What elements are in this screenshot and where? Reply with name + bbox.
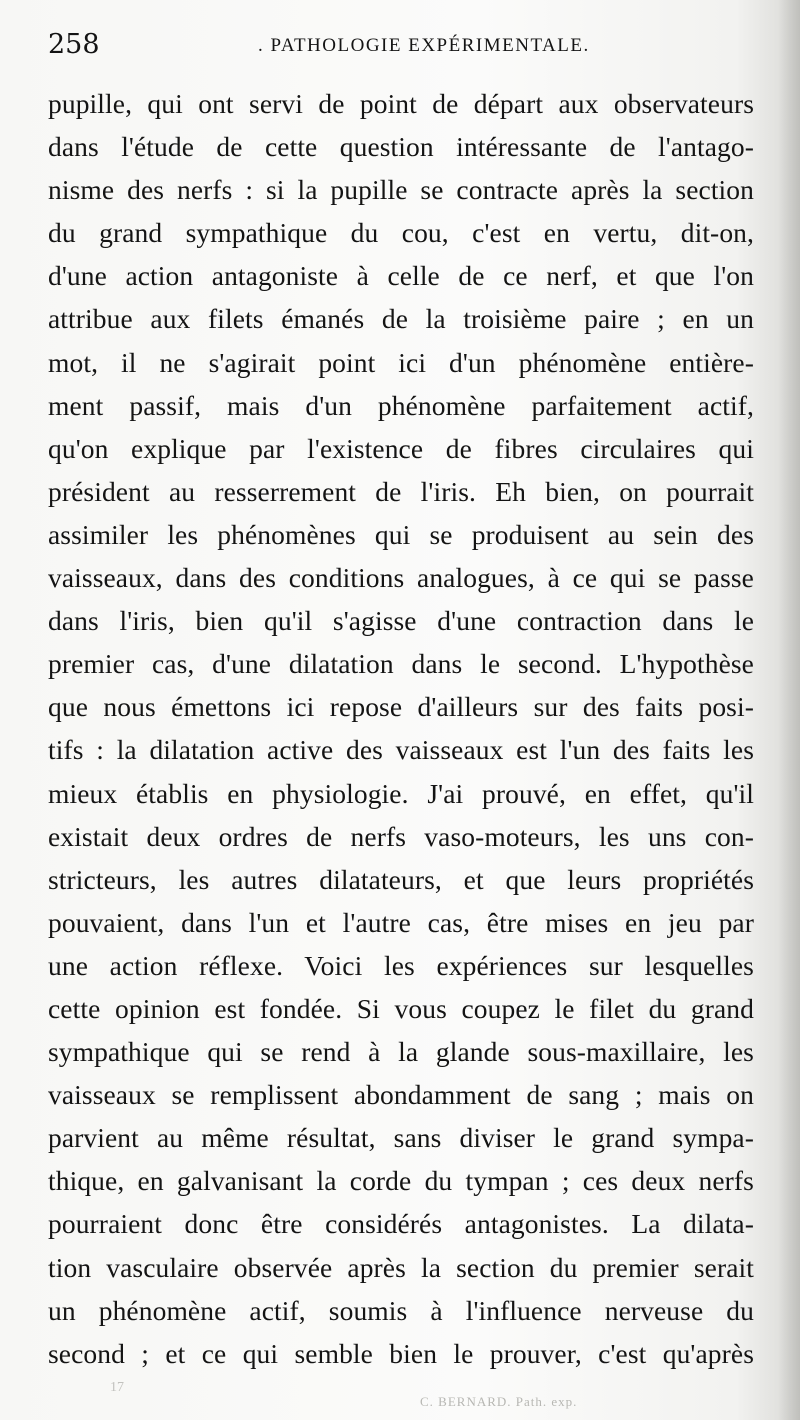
text-line: dans l'étude de cette question intéressante de l'antago- [48,131,754,163]
text-line: mot, il ne s'agirait point ici d'un phénomène entière- [48,346,754,378]
signature-mark: C. BERNARD. Path. exp. [420,1394,578,1409]
text-line: premier cas, d'une dilatation dans le second. L'hypothèse [48,648,754,680]
text-line: thique, en galvanisant la corde du tympan ; ces deux nerfs [48,1165,754,1197]
text-line: une action réflexe. Voici les expériences sur lesquelles [48,949,754,981]
text-line: vaisseaux, dans des conditions analogues, à ce qui se passe [48,562,754,594]
text-line: attribue aux filets émanés de la troisième paire ; en un [48,303,754,335]
text-line: stricteurs, les autres dilatateurs, et que leurs propriétés [48,863,754,895]
text-line: parvient au même résultat, sans diviser le grand sympa- [48,1122,754,1154]
text-line: un phénomène actif, soumis à l'influence nerveuse du [48,1294,754,1326]
text-line: du grand sympathique du cou, c'est en vertu, dit-on, [48,217,754,249]
running-head: . PATHOLOGIE EXPÉRIMENTALE. [258,35,590,56]
text-line: mieux établis en physiologie. J'ai prouvé, en effet, qu'il [48,777,754,809]
text-line: d'une action antagoniste à celle de ce nerf, et que l'on [48,260,754,292]
page-header [48,28,758,62]
text-line: que nous émettons ici repose d'ailleurs sur des faits posi- [48,691,754,723]
text-line: nisme des nerfs : si la pupille se contracte après la section [48,174,754,206]
text-line: existait deux ordres de nerfs vaso-moteurs, les uns con- [48,820,754,852]
text-line: sympathique qui se rend à la glande sous-maxillaire, les [48,1036,754,1068]
text-line: qu'on explique par l'existence de fibres circulaires qui [48,432,754,464]
text-line: dans l'iris, bien qu'il s'agisse d'une contraction dans le [48,605,754,637]
bleed-through-mark: 17 [110,1380,124,1395]
text-line: président au resserrement de l'iris. Eh bien, on pourrait [48,475,754,507]
text-line: vaisseaux se remplissent abondamment de sang ; mais on [48,1079,754,1111]
text-line: ment passif, mais d'un phénomène parfaitement actif, [48,389,754,421]
text-line: pupille, qui ont servi de point de départ aux observateurs [48,88,754,119]
text-line: second ; et ce qui semble bien le prouver, c'est qu'après [48,1337,754,1369]
page-number: 258 [48,29,100,60]
text-line: pouvaient, dans l'un et l'autre cas, être mises en jeu par [48,906,754,938]
text-line: tion vasculaire observée après la section du premier serait [48,1251,754,1283]
body-text [48,82,754,1375]
text-line: pourraient donc être considérés antagonistes. La dilata- [48,1208,754,1240]
text-line: assimiler les phénomènes qui se produisent au sein des [48,518,754,550]
text-line: tifs : la dilatation active des vaisseaux est l'un des faits les [48,734,754,766]
text-line: cette opinion est fondée. Si vous coupez le filet du grand [48,992,754,1024]
